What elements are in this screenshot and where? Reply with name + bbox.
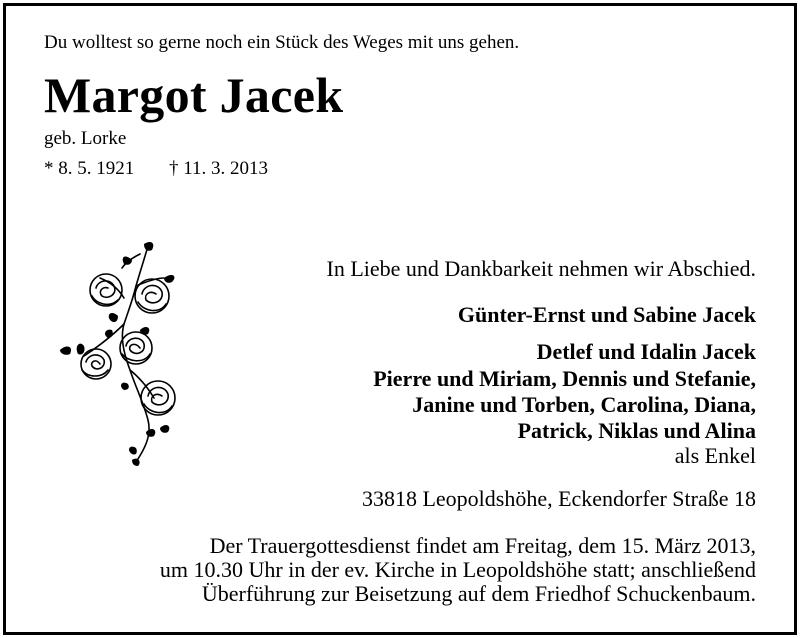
maiden-name: geb. Lorke bbox=[44, 128, 127, 149]
life-dates bbox=[44, 158, 268, 180]
grandchildren-line: Janine und Torben, Carolina, Diana, bbox=[412, 392, 756, 417]
birth-date: * 8. 5. 1921 bbox=[44, 158, 135, 179]
death-date: † 11. 3. 2013 bbox=[169, 158, 269, 179]
farewell-text: In Liebe und Dankbarkeit nehmen wir Abschied. bbox=[326, 256, 756, 281]
mourner-line: Detlef und Idalin Jacek bbox=[536, 339, 756, 364]
motto-text: Du wolltest so gerne noch ein Stück des Weges mit uns gehen. bbox=[44, 32, 520, 53]
service-info bbox=[160, 534, 756, 606]
address-text: 33818 Leopoldshöhe, Eckendorfer Straße 18 bbox=[361, 486, 756, 511]
grandchildren-label: als Enkel bbox=[674, 443, 756, 468]
service-line: Der Trauergottesdienst findet am Freitag, dem 15. März 2013, bbox=[209, 533, 756, 558]
grandchildren-line: Patrick, Niklas und Alina bbox=[517, 418, 756, 443]
roses-icon bbox=[40, 238, 190, 466]
deceased-name: Margot Jacek bbox=[44, 67, 344, 123]
mourner-line: Günter-Ernst und Sabine Jacek bbox=[457, 302, 756, 327]
grandchildren-line: Pierre und Miriam, Dennis und Stefanie, bbox=[373, 366, 756, 391]
mourners-list bbox=[458, 299, 756, 367]
grandchildren-list bbox=[373, 366, 756, 444]
service-line: Überführung zur Beisetzung auf dem Friedhof Schuckenbaum. bbox=[201, 581, 756, 606]
service-line: um 10.30 Uhr in der ev. Kirche in Leopoldshöhe statt; anschließend bbox=[159, 557, 756, 582]
